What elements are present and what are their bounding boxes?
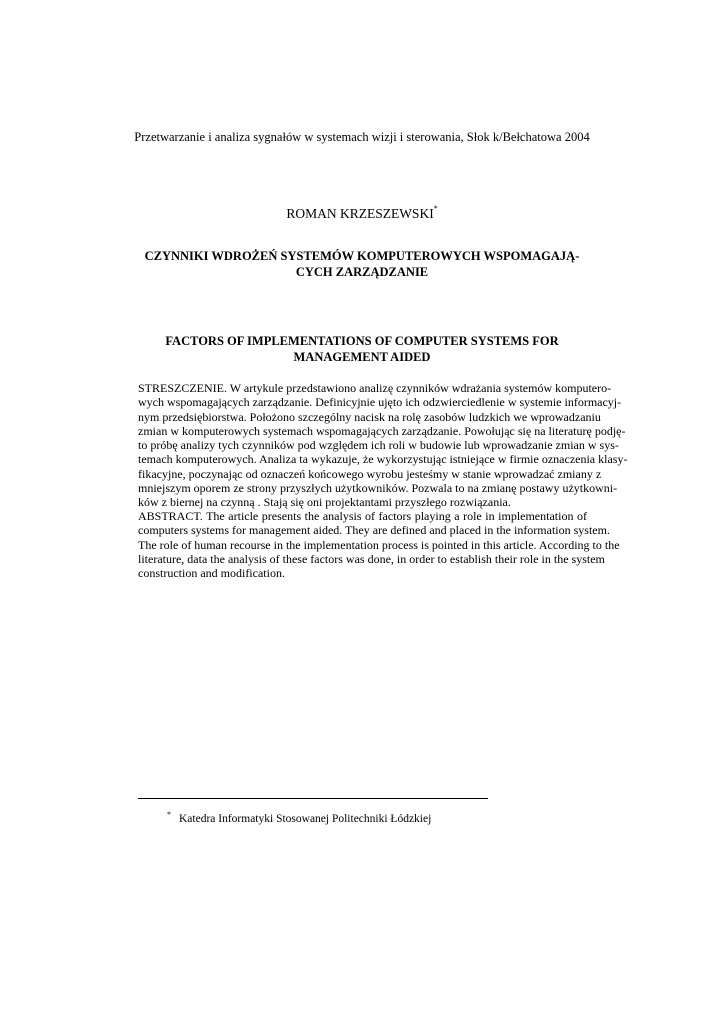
abstract-polish-line: temach komputerowych. Analiza ta wykazuje, że wykorzystując istniejące w firmie oznaczenia klasy- [138, 452, 628, 467]
abstract-english [138, 509, 620, 581]
abstract-polish-line: wych wspomagających zarządzanie. Definicyjnie ujęto ich odzwierciedlenie w systemie informacyj- [138, 395, 622, 410]
running-header: Przetwarzanie i analiza sygnałów w systemach wizji i sterowania, Słok k/Bełchatowa 2004 [134, 130, 590, 144]
title-english-line: FACTORS OF IMPLEMENTATIONS OF COMPUTER SYSTEMS FOR [165, 334, 559, 348]
author-footnote-marker: * [433, 204, 438, 213]
abstract-english-line: The role of human recourse in the implementation process is pointed in this article. According to the [138, 537, 620, 552]
abstract-polish [138, 381, 628, 510]
abstract-polish-line: ków z biernej na czynną . Stają się oni projektantami przyszłego rozwiązania. [138, 495, 511, 510]
author-line [0, 206, 724, 222]
abstract-english-line: computers systems for management aided. They are defined and placed in the information system. [138, 523, 610, 538]
footnote-text: Katedra Informatyki Stosowanej Politechniki Łódzkiej [179, 813, 432, 825]
footnote [167, 808, 431, 826]
abstract-english-line: literature, data the analysis of these factors was done, in order to establish their role in the system [138, 551, 605, 566]
abstract-english-line: construction and modification. [138, 566, 285, 581]
footnote-separator [138, 798, 488, 799]
abstract-polish-line: nym przedsiębiorstwa. Położono szczególny nacisk na rolę zasobów ludzkich we wprowadzaniu [138, 409, 601, 424]
footnote-marker: * [167, 810, 171, 819]
author-name: ROMAN KRZESZEWSKI [286, 206, 434, 221]
title-polish-line: CZYNNIKI WDROŻEŃ SYSTEMÓW KOMPUTEROWYCH WSPOMAGAJĄ- [144, 249, 580, 263]
abstract-polish-line: fikacyjne, poczynając od oznaczeń końcowego wyrobu jesteśmy w stanie wprowadzać zmiany z [138, 466, 602, 481]
title-polish-line: CYCH ZARZĄDZANIE [295, 264, 429, 279]
abstract-english-line: ABSTRACT. The article presents the analysis of factors playing a role in implementation of [138, 509, 587, 523]
abstract-polish-line: STRESZCZENIE. W artykule przedstawiono analizę czynników wdrażania systemów komputero- [138, 381, 612, 395]
abstract-polish-line: to próbę analizy tych czynników pod względem ich roli w budowie lub wprowadzanie zmian w sys- [138, 438, 619, 453]
abstract-polish-line: zmian w komputerowych systemach wspomagających zarządzanie. Powołując się na literaturę podję- [138, 423, 626, 438]
title-english [138, 334, 586, 365]
title-english-line: MANAGEMENT AIDED [293, 349, 431, 364]
title-polish [138, 249, 586, 280]
abstract-polish-line: mniejszym oporem ze strony przyszłych użytkowników. Pozwala to na zmianę postawy użytkowni- [138, 481, 618, 496]
